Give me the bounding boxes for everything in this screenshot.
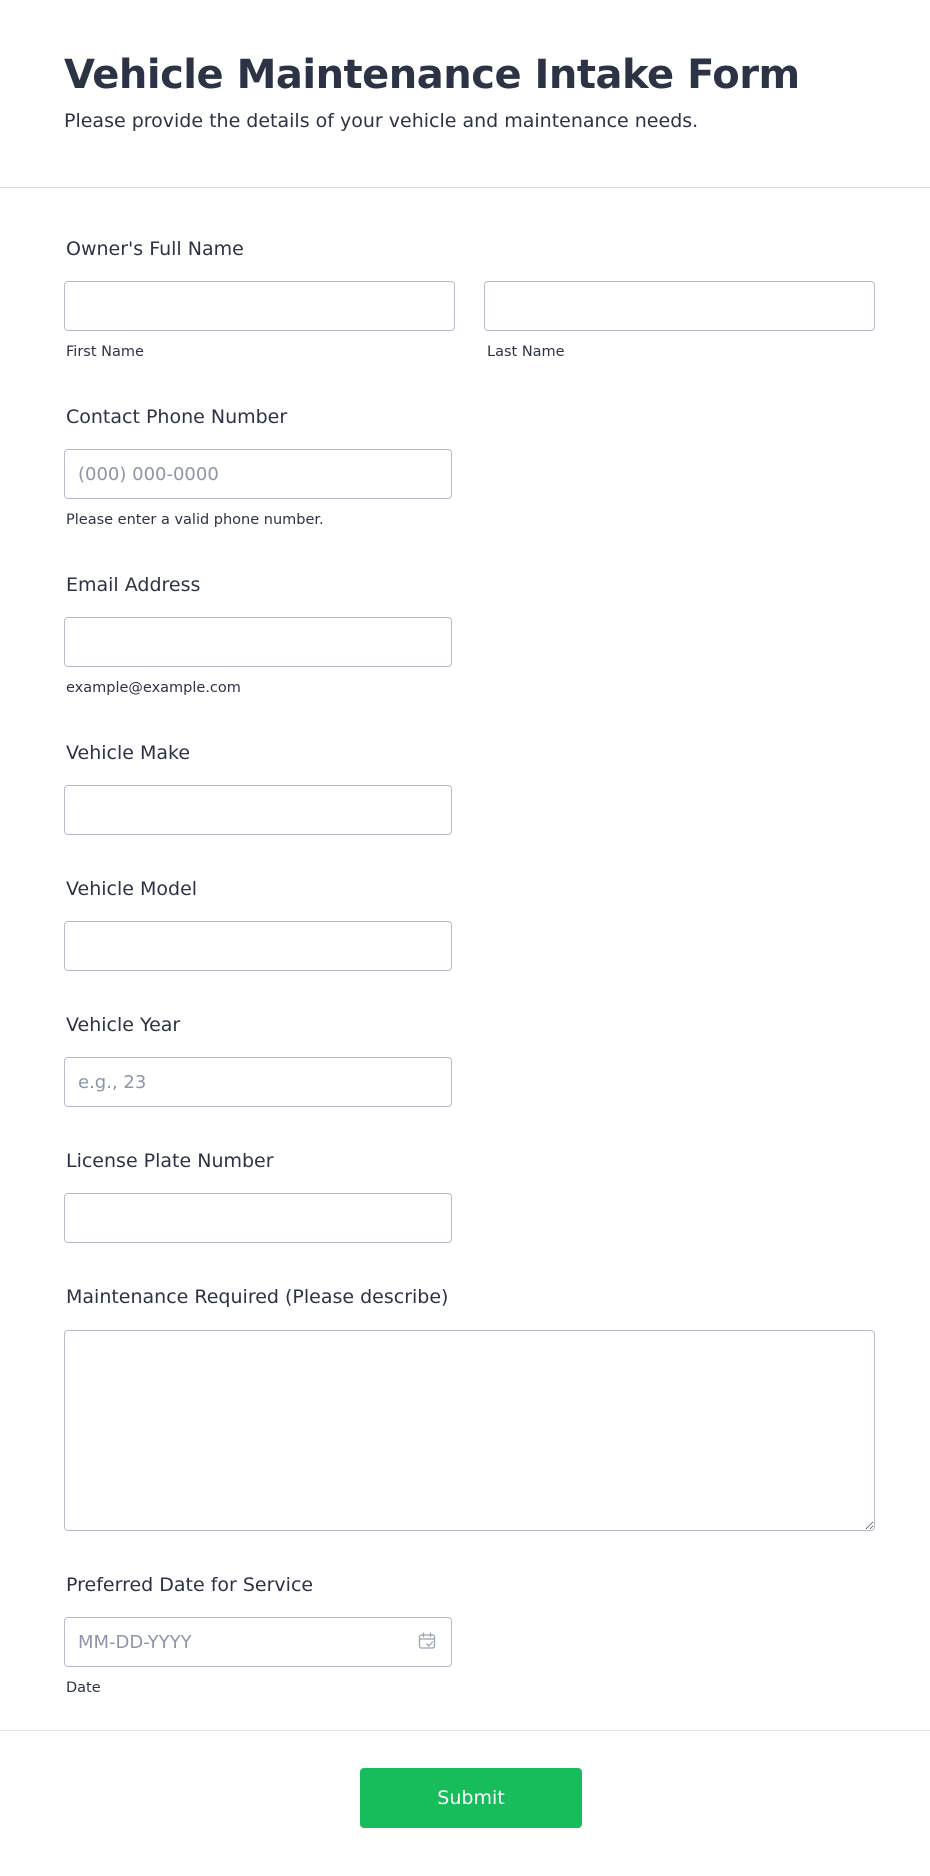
footer-divider (0, 1730, 930, 1731)
service-date-label: Preferred Date for Service (66, 1574, 314, 1596)
phone-sublabel: Please enter a valid phone number. (66, 512, 324, 528)
last-name-input[interactable] (484, 281, 875, 331)
vehicle-make-label: Vehicle Make (66, 742, 191, 764)
vehicle-model-label: Vehicle Model (66, 878, 198, 900)
maintenance-label: Maintenance Required (Please describe) (66, 1286, 449, 1308)
license-plate-label: License Plate Number (66, 1150, 274, 1172)
owner-name-label: Owner's Full Name (66, 238, 244, 260)
email-label: Email Address (66, 574, 201, 596)
vehicle-model-input[interactable] (64, 921, 452, 971)
phone-label: Contact Phone Number (66, 406, 288, 428)
service-date-sublabel: Date (66, 1680, 101, 1696)
maintenance-textarea[interactable] (64, 1330, 875, 1531)
form-header (0, 0, 930, 188)
calendar-icon[interactable] (418, 1632, 436, 1650)
phone-input[interactable] (64, 449, 452, 499)
form-subtitle: Please provide the details of your vehicle and maintenance needs. (64, 110, 699, 132)
vehicle-year-label: Vehicle Year (66, 1014, 181, 1036)
last-name-sublabel: Last Name (487, 344, 565, 360)
vehicle-make-input[interactable] (64, 785, 452, 835)
form-title: Vehicle Maintenance Intake Form (64, 52, 800, 98)
submit-button[interactable]: Submit (360, 1768, 582, 1828)
first-name-input[interactable] (64, 281, 455, 331)
license-plate-input[interactable] (64, 1193, 452, 1243)
first-name-sublabel: First Name (66, 344, 144, 360)
service-date-input[interactable] (64, 1617, 452, 1667)
email-input[interactable] (64, 617, 452, 667)
vehicle-year-input[interactable] (64, 1057, 452, 1107)
email-sublabel: example@example.com (66, 680, 241, 696)
